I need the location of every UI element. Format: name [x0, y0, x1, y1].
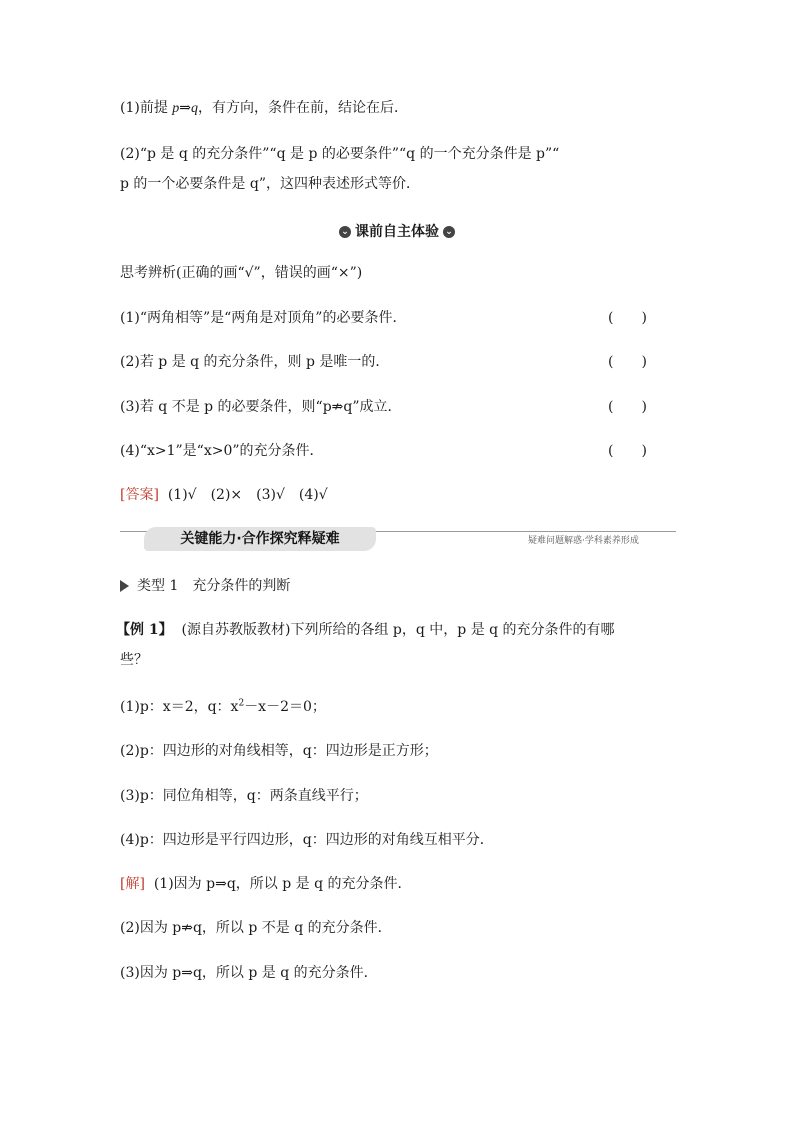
section-title — [0, 221, 794, 241]
example-item-pre: (1)p：x＝2，q：x — [120, 699, 239, 715]
chevron-down-circle-icon: ⌄ — [443, 226, 455, 238]
answer-blank: ( ) — [608, 443, 647, 459]
exercise-item: (3)若 q 不是 p 的必要条件，则“p⇏q”成立． — [120, 399, 402, 415]
triangle-right-icon — [120, 580, 129, 592]
example-item-post: －x－2＝0； — [244, 699, 326, 715]
example-item: (2)p：四边形的对角线相等，q：四边形是正方形； — [120, 743, 438, 759]
answer-label: [答案] — [120, 487, 159, 503]
note-2-line-b: p 的一个必要条件是 q”，这四种表述形式等价． — [120, 176, 420, 192]
example-item: (4)p：四边形是平行四边形，q：四边形的对角线互相平分． — [120, 832, 494, 848]
note-2-line-a: (2)“p 是 q 的充分条件”“q 是 p 的必要条件”“q 的一个充分条件是 p”“ — [120, 146, 560, 162]
section-title-text: 课前自主体验 — [355, 224, 439, 240]
note-1-p: p — [172, 101, 180, 116]
example-label: 【例 1】 — [116, 622, 173, 638]
exercise-item: (1)“两角相等”是“两角是对顶角”的必要条件． — [120, 310, 407, 326]
chevron-down-circle-icon: ⌄ — [339, 226, 351, 238]
answer-blank: ( ) — [608, 310, 647, 326]
note-1-prefix: (1)前提 — [120, 100, 173, 116]
type-label: 类型 1 充分条件的判断 — [137, 578, 291, 594]
example-text-a: (源自苏教版教材)下列所给的各组 p，q 中，p 是 q 的充分条件的有哪 — [181, 622, 615, 638]
answer-blank: ( ) — [608, 399, 647, 415]
solution-line: (3)因为 p⇒q，所以 p 是 q 的充分条件． — [120, 965, 378, 981]
answer-line — [120, 485, 328, 505]
solution-line — [120, 874, 412, 894]
exercise-item: (4)“x>1”是“x>0”的充分条件． — [120, 443, 324, 459]
example-line-b: 些？ — [120, 652, 148, 668]
exercise-item: (2)若 p 是 q 的充分条件，则 p 是唯一的． — [120, 354, 390, 370]
answer-blank: ( ) — [608, 354, 647, 370]
solution-label: [解] — [120, 876, 145, 892]
type-heading — [120, 576, 290, 596]
note-1-arrow: ⇒ — [179, 100, 192, 116]
example-line-a — [116, 620, 615, 640]
banner-subtitle: 疑难问题解惑·学科素养形成 — [528, 536, 639, 546]
solution-text: (1)因为 p⇒q，所以 p 是 q 的充分条件． — [153, 876, 412, 892]
superscript: 2 — [238, 698, 245, 709]
solution-line: (2)因为 p⇏q，所以 p 不是 q 的充分条件． — [120, 920, 392, 936]
note-1-rest: ，有方向，条件在前，结论在后． — [198, 100, 409, 116]
banner-title: 关键能力·合作探究释疑难 — [144, 527, 376, 551]
example-item — [120, 697, 326, 717]
note-1-q: q — [191, 101, 199, 116]
example-item: (3)p：同位角相等，q：两条直线平行； — [120, 788, 368, 804]
note-1 — [120, 98, 408, 119]
exercise-intro: 思考辨析(正确的画“√”，错误的画“×”) — [120, 265, 363, 281]
answer-text: (1)√ (2)× (3)√ (4)√ — [167, 487, 328, 503]
